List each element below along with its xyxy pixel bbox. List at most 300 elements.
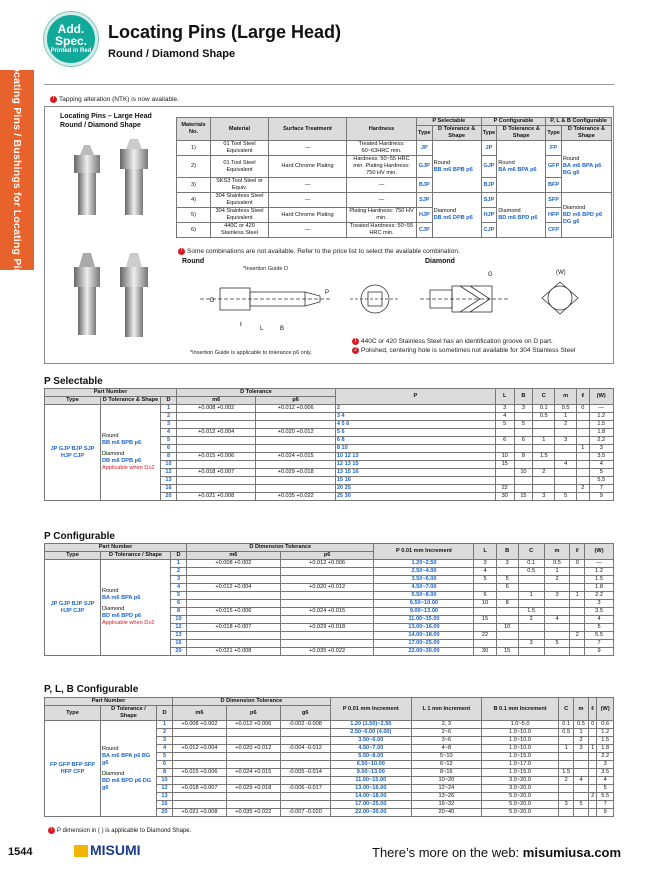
- col-p6: p6: [256, 397, 335, 405]
- col-part-number: Part Number: [45, 389, 177, 397]
- cell-g6: -0.005 -0.014: [280, 769, 330, 777]
- page-number: 1544: [8, 846, 33, 858]
- cell-ell: [577, 413, 589, 421]
- cell-d: 2: [161, 413, 177, 421]
- cell-p: 2.50~4.00: [374, 568, 474, 576]
- cell-l: 5: [495, 421, 514, 429]
- cell-p6: [226, 793, 280, 801]
- add-spec-badge: [44, 12, 98, 66]
- cell-type: GJP: [417, 156, 433, 178]
- cell-ell: 1: [577, 445, 589, 453]
- cell-l: [495, 445, 514, 453]
- cell-p6: [226, 737, 280, 745]
- cell-ell: [588, 801, 596, 809]
- cell-d: 20: [157, 809, 173, 817]
- cell-p: 1.20 (1.50)~2.50: [330, 721, 411, 729]
- cell-c: [559, 761, 574, 769]
- p-selectable-table: [44, 388, 614, 501]
- cell-m6: [173, 729, 227, 737]
- shape-round-label: Round: [102, 745, 119, 752]
- materials-row: [177, 208, 612, 223]
- cell-w: 9: [585, 648, 614, 656]
- cell-b: [514, 485, 533, 493]
- cell-l: 10: [474, 600, 496, 608]
- cell-m: 1: [574, 729, 589, 737]
- cell-m: [574, 753, 589, 761]
- cell-ell: [570, 576, 585, 584]
- shape-diamond-label: Diamond: [102, 770, 125, 777]
- cell-d: 8: [171, 608, 187, 616]
- cell-d: 4: [161, 429, 177, 437]
- cell-m: [555, 469, 577, 477]
- cell-m: 3: [555, 437, 577, 445]
- cell-p: 25 30: [335, 493, 495, 501]
- cell-types: JP GJP BJP SJP HJP CJP: [45, 560, 101, 656]
- cell-type: BJP: [481, 178, 497, 193]
- cell-c: [533, 461, 555, 469]
- cell-p6: [256, 485, 335, 493]
- cell-no: 2): [177, 156, 211, 178]
- cell-c: [518, 576, 544, 584]
- cell-w: —: [585, 560, 614, 568]
- cell-g6: -0.006 -0.017: [280, 785, 330, 793]
- shape-label: Diamond: [498, 208, 521, 214]
- cell-b: 15: [514, 493, 533, 501]
- cell-c: [518, 648, 544, 656]
- cell-surface: Hard Chrome Plating: [269, 156, 347, 178]
- cell-w: 3.5: [589, 453, 613, 461]
- cell-ell: 0: [570, 560, 585, 568]
- cell-p: 6 8: [335, 437, 495, 445]
- svg-text:L: L: [260, 326, 264, 332]
- cell-d: 8: [161, 453, 177, 461]
- cell-ell: [570, 568, 585, 576]
- cell-type: HJP: [417, 208, 433, 223]
- col-l: L: [495, 389, 514, 405]
- cell-b: 5.0~20.0: [481, 809, 558, 817]
- cell-m: 4: [555, 461, 577, 469]
- cell-p6: +0.020 +0.012: [226, 745, 280, 753]
- cell-p: 3.50~6.00: [330, 737, 411, 745]
- cell-b: 5: [514, 421, 533, 429]
- web-url[interactable]: misumiusa.com: [522, 845, 622, 860]
- col-b: B 0.1 mm Increment: [481, 698, 558, 721]
- cell-w: 7: [597, 801, 614, 809]
- cell-p: 2.50~6.00 (4.00): [330, 729, 411, 737]
- cell-hardness: Treated Hardness: 50~55 HRC min.: [347, 223, 417, 238]
- shape-diamond-codes: DB m6 DPB p6: [102, 458, 142, 464]
- cell-g6: [280, 761, 330, 769]
- col-p: P 0.01 mm Increment: [330, 698, 411, 721]
- cell-c: [559, 793, 574, 801]
- cell-ell: [577, 477, 589, 485]
- cell-w: 5: [585, 624, 614, 632]
- cell-m6: [177, 421, 256, 429]
- col-c: C: [559, 698, 574, 721]
- cell-w: 4: [585, 616, 614, 624]
- cell-m: 2: [544, 576, 570, 584]
- cell-hardness: Plating Hardness: 750 HV min.: [347, 208, 417, 223]
- cell-l: 15: [495, 461, 514, 469]
- cell-m6: [173, 793, 227, 801]
- cell-b: [496, 608, 518, 616]
- cell-shape: [497, 193, 546, 238]
- cell-m6: +0.021 +0.008: [173, 809, 227, 817]
- cell-d: 20: [161, 493, 177, 501]
- cell-m: [544, 632, 570, 640]
- combination-note-text: Some combinations are not available. Refer to the price list to select the available combination.: [187, 248, 460, 256]
- cell-ell: [588, 809, 596, 817]
- cell-d: 12: [171, 624, 187, 632]
- cell-d: 3: [171, 576, 187, 584]
- cell-c: 3: [533, 493, 555, 501]
- cell-l: 3: [495, 405, 514, 413]
- cell-d: 4: [171, 584, 187, 592]
- cell-p6: [256, 461, 335, 469]
- sub-type: Type: [417, 126, 433, 141]
- cell-c: 0.1: [518, 560, 544, 568]
- table-row: [45, 405, 614, 413]
- cell-m: 2: [555, 421, 577, 429]
- cell-c: [518, 632, 544, 640]
- cell-p6: +0.029 +0.018: [256, 469, 335, 477]
- cell-c: 0.5: [518, 568, 544, 576]
- cell-g6: -0.002 -0.008: [280, 721, 330, 729]
- cell-m: [544, 624, 570, 632]
- cell-material: SKS3 Tool Steel or Equiv.: [211, 178, 269, 193]
- cell-b: 1.0~15.0: [481, 753, 558, 761]
- side-tab: [0, 58, 34, 282]
- cell-m: 1: [544, 568, 570, 576]
- cell-c: 1: [533, 437, 555, 445]
- cell-ell: [577, 469, 589, 477]
- svg-text:D: D: [210, 298, 215, 304]
- cell-hardness: —: [347, 193, 417, 208]
- cell-c: 1.5: [559, 769, 574, 777]
- cell-ell: [570, 616, 585, 624]
- col-type: Type: [45, 397, 101, 405]
- cell-w: 3: [589, 445, 613, 453]
- cell-c: [559, 737, 574, 745]
- note-1: [352, 338, 553, 345]
- cell-p6: +0.012 +0.006: [280, 560, 374, 568]
- cell-l: [495, 477, 514, 485]
- materials-row: [177, 193, 612, 208]
- cell-hardness: Hardness: 50~55 HRC min. Plating Hardness: 750 HV min.: [347, 156, 417, 178]
- cell-surface: —: [269, 223, 347, 238]
- col-d: D: [161, 397, 177, 405]
- p-selectable-title: P Selectable: [44, 376, 103, 387]
- cell-c: 0.1: [533, 405, 555, 413]
- pin-photo-diamond-top: [120, 139, 148, 215]
- cell-p6: +0.024 +0.015: [256, 453, 335, 461]
- cell-w: 1.2: [585, 568, 614, 576]
- cell-l: 8~16: [411, 769, 481, 777]
- round-drawing: [180, 268, 420, 348]
- cell-p6: [226, 801, 280, 809]
- cell-w: 1.8: [589, 429, 613, 437]
- col-w: (W): [585, 544, 614, 560]
- tapping-note-text: Tapping alteration (NTK) is now available.: [59, 96, 179, 104]
- col-ell: ℓ: [577, 389, 589, 405]
- shape-round-codes: BA m6 BPA p6: [102, 595, 141, 601]
- cell-w: 5.5: [589, 477, 613, 485]
- cell-d: 8: [157, 769, 173, 777]
- cell-c: 0.5: [533, 413, 555, 421]
- cell-shapes: [101, 560, 171, 656]
- photo-title-2: Round / Diamond Shape: [60, 122, 141, 129]
- cell-m6: +0.018 +0.007: [173, 785, 227, 793]
- cell-p6: +0.020 +0.012: [256, 429, 335, 437]
- materials-table: [176, 117, 612, 238]
- cell-d: 10: [157, 777, 173, 785]
- cell-d: 2: [157, 729, 173, 737]
- cell-l: 6~12: [411, 761, 481, 769]
- cell-m6: [187, 592, 281, 600]
- cell-w: 1.2: [589, 413, 613, 421]
- cell-no: 5): [177, 208, 211, 223]
- cell-b: 5: [496, 576, 518, 584]
- cell-b: 8: [514, 453, 533, 461]
- col-b: B: [496, 544, 518, 560]
- shape-diamond-codes: BD m6 BPD p6: [102, 613, 142, 619]
- cell-no: 3): [177, 178, 211, 193]
- cell-b: 3.0~20.0: [481, 785, 558, 793]
- cell-c: 3: [518, 640, 544, 648]
- cell-g6: [280, 737, 330, 745]
- cell-surface: —: [269, 141, 347, 156]
- cell-m: [544, 608, 570, 616]
- cell-l: 2~6: [411, 729, 481, 737]
- cell-d: 16: [161, 485, 177, 493]
- cell-m: [544, 600, 570, 608]
- materials-row: [177, 223, 612, 238]
- cell-m6: +0.018 +0.007: [187, 624, 281, 632]
- cell-w: 4: [597, 777, 614, 785]
- cell-p: 4 5 6: [335, 421, 495, 429]
- cell-d: 13: [161, 477, 177, 485]
- shape-codes: BD m6 BPD p6: [498, 215, 538, 221]
- cell-g6: [280, 793, 330, 801]
- cell-w: 5: [589, 469, 613, 477]
- cell-p6: [280, 568, 374, 576]
- col-p6: p6: [280, 552, 374, 560]
- cell-m6: +0.008 +0.002: [177, 405, 256, 413]
- cell-ell: 1: [588, 745, 596, 753]
- cell-p: 17.00~25.00: [374, 640, 474, 648]
- page-subtitle: Round / Diamond Shape: [108, 48, 236, 60]
- cell-p6: +0.035 +0.022: [226, 809, 280, 817]
- cell-d: 1: [171, 560, 187, 568]
- cell-m6: +0.012 +0.004: [187, 584, 281, 592]
- cell-d: 5: [161, 437, 177, 445]
- cell-p6: +0.020 +0.012: [280, 584, 374, 592]
- cell-b: [496, 632, 518, 640]
- cell-m: [544, 584, 570, 592]
- col-p6: p6: [226, 706, 280, 721]
- col-ell: ℓ: [588, 698, 596, 721]
- shape-diamond-codes: BD m6 BPD p6 DG g6: [102, 777, 152, 791]
- sub-dtol: D Tolerance & Shape: [561, 126, 611, 141]
- plb-configurable-table: [44, 697, 614, 817]
- cell-l: 6: [474, 592, 496, 600]
- cell-m: [544, 648, 570, 656]
- cell-ell: 1: [570, 592, 585, 600]
- col-m: m: [544, 544, 570, 560]
- cell-c: 2: [518, 616, 544, 624]
- cell-b: 8: [496, 600, 518, 608]
- photo-title-1: Locating Pins – Large Head: [60, 113, 152, 120]
- shape-label: Round: [433, 159, 451, 166]
- cell-l: 30: [474, 648, 496, 656]
- cell-m6: +0.008 +0.002: [173, 721, 227, 729]
- cell-m6: [187, 632, 281, 640]
- cell-b: [514, 477, 533, 485]
- cell-m6: +0.021 +0.008: [187, 648, 281, 656]
- cell-p6: [256, 477, 335, 485]
- cell-no: 1): [177, 141, 211, 156]
- cell-p6: +0.024 +0.015: [280, 608, 374, 616]
- cell-m: 2: [574, 737, 589, 745]
- cell-ell: 2: [577, 485, 589, 493]
- cell-w: 1.8: [597, 745, 614, 753]
- cell-m: 5: [544, 640, 570, 648]
- col-m6: m6: [187, 552, 281, 560]
- cell-p: 9.00~13.00: [374, 608, 474, 616]
- info-icon: 1: [352, 338, 359, 345]
- cell-hardness: —: [347, 178, 417, 193]
- cell-m: [555, 453, 577, 461]
- cell-ell: [577, 429, 589, 437]
- shape-label: Round: [498, 159, 515, 166]
- cell-d: 3: [161, 421, 177, 429]
- cell-p: 9.00~13.00: [330, 769, 411, 777]
- cell-m6: +0.015 +0.006: [173, 769, 227, 777]
- cell-w: 4: [589, 461, 613, 469]
- cell-m6: [173, 737, 227, 745]
- cell-p: 22.00~30.00: [330, 809, 411, 817]
- cell-p6: +0.024 +0.015: [226, 769, 280, 777]
- svg-text:G: G: [488, 272, 493, 278]
- cell-ell: [588, 753, 596, 761]
- shape-label: Round: [562, 156, 580, 162]
- col-shape: D Tolerance / Shape: [101, 552, 171, 560]
- cell-surface: —: [269, 193, 347, 208]
- cell-shapes: [101, 721, 157, 817]
- photo-title: [60, 112, 152, 130]
- cell-m: [555, 429, 577, 437]
- combination-note: [178, 248, 460, 255]
- cell-p: 6.50~10.00: [330, 761, 411, 769]
- materials-row: [177, 178, 612, 193]
- shape-codes: BD m6 BPD p6 DG g6: [562, 211, 603, 225]
- cell-w: 1.5: [597, 737, 614, 745]
- cell-material: 01 Tool Steel Equivalent: [211, 156, 269, 178]
- cell-ell: [577, 421, 589, 429]
- col-part-number: Part Number: [45, 544, 187, 552]
- cell-p: 5.50~8.00: [330, 753, 411, 761]
- cell-m6: [187, 576, 281, 584]
- cell-l: 10~20: [411, 777, 481, 785]
- cell-hardness: Treated Hardness: 60~63HRC min.: [347, 141, 417, 156]
- pin-photo-diamond-bottom: [120, 253, 148, 337]
- cell-m: [574, 785, 589, 793]
- cell-l: [474, 608, 496, 616]
- cell-w: 2.2: [589, 437, 613, 445]
- cell-l: 4: [495, 413, 514, 421]
- col-c: C: [518, 544, 544, 560]
- cell-shape: [561, 141, 611, 193]
- cell-p6: [256, 445, 335, 453]
- cell-shapes: [101, 405, 161, 501]
- cell-p6: [280, 600, 374, 608]
- cell-m6: [173, 761, 227, 769]
- cell-m6: +0.015 +0.006: [187, 608, 281, 616]
- cell-ell: [577, 453, 589, 461]
- cell-m6: +0.021 +0.008: [177, 493, 256, 501]
- cell-l: 30: [495, 493, 514, 501]
- cell-w: 7: [589, 485, 613, 493]
- cell-type: CJP: [417, 223, 433, 238]
- cell-d: 16: [157, 801, 173, 809]
- cell-type: BFP: [546, 178, 562, 193]
- cell-p6: +0.012 +0.006: [256, 405, 335, 413]
- plb-footnote-text: P dimension in ( ) is applicable to Diamond Shape.: [57, 828, 192, 835]
- cell-p6: [256, 421, 335, 429]
- cell-material: 304 Stainless Steel Equivalent: [211, 193, 269, 208]
- cell-b: [514, 461, 533, 469]
- cell-m6: [187, 616, 281, 624]
- col-l: L 1 mm Increment: [411, 698, 481, 721]
- page-title: Locating Pins (Large Head): [108, 22, 342, 42]
- svg-text:ℓ: ℓ: [240, 322, 242, 328]
- cell-p6: [256, 413, 335, 421]
- col-g6: g6: [280, 706, 330, 721]
- cell-m: [574, 769, 589, 777]
- cell-d: 6: [161, 445, 177, 453]
- cell-d: 6: [171, 600, 187, 608]
- col-m6: m6: [173, 706, 227, 721]
- col-hardness: Hardness: [347, 118, 417, 141]
- col-m6: m6: [177, 397, 256, 405]
- cell-b: 5.0~20.0: [481, 801, 558, 809]
- shape-codes: DB m6 DPB p6: [433, 215, 473, 221]
- cell-b: 1.0~17.0: [481, 761, 558, 769]
- cell-l: 4: [474, 568, 496, 576]
- shape-diamond-label: Diamond: [102, 606, 125, 612]
- cell-c: 1.5: [533, 453, 555, 461]
- col-p-configurable: P Configurable: [481, 118, 546, 126]
- round-drawing-label: Round: [182, 258, 205, 265]
- cell-c: 1: [559, 745, 574, 753]
- cell-c: [533, 485, 555, 493]
- col-m: m: [574, 698, 589, 721]
- cell-c: [533, 421, 555, 429]
- cell-p: 13.00~16.00: [374, 624, 474, 632]
- cell-type: SJP: [417, 193, 433, 208]
- cell-c: 1: [518, 592, 544, 600]
- p-configurable-title: P Configurable: [44, 531, 115, 542]
- cell-material: 440C or 420 Stainless Steel: [211, 223, 269, 238]
- col-c: C: [533, 389, 555, 405]
- cell-m: 0.5: [574, 721, 589, 729]
- cell-b: [514, 413, 533, 421]
- cell-shape: [432, 193, 481, 238]
- cell-m6: [173, 801, 227, 809]
- table-row: [45, 560, 614, 568]
- cell-p6: +0.029 +0.018: [226, 785, 280, 793]
- cell-w: 5.5: [597, 793, 614, 801]
